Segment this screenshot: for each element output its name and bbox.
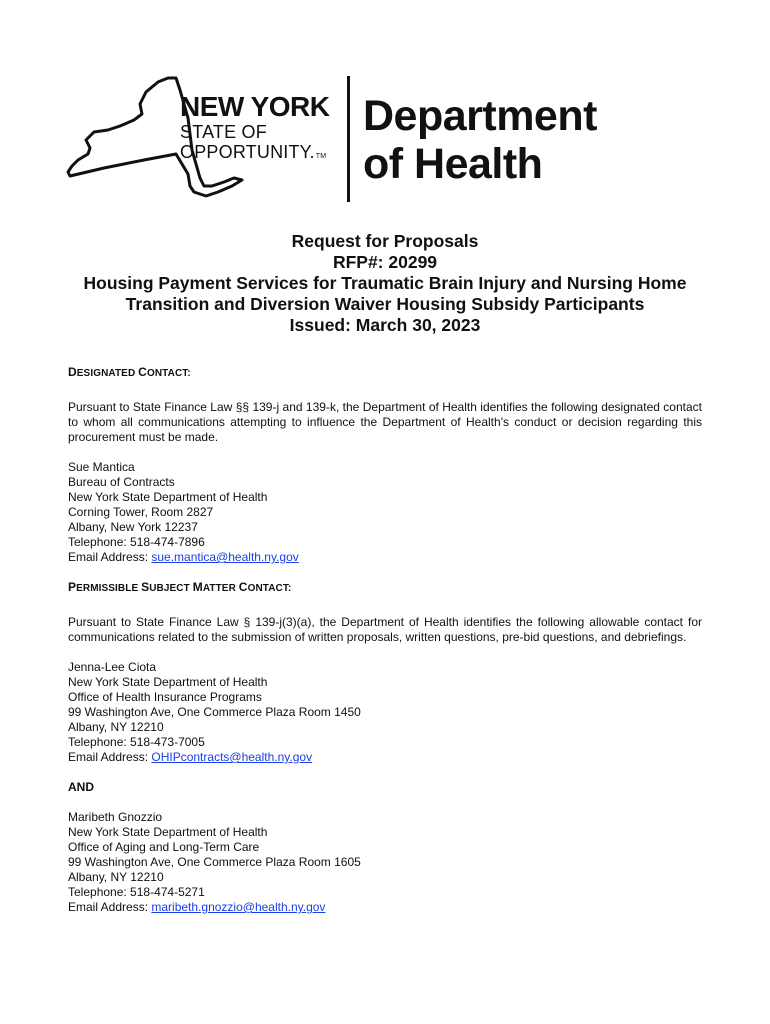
logo-of-health: of Health bbox=[363, 140, 543, 188]
contact-name: Maribeth Gnozzio bbox=[68, 810, 163, 824]
designated-contact-heading: DESIGNATED CONTACT: bbox=[68, 365, 191, 379]
contact-telephone: Telephone: 518-474-7896 bbox=[68, 535, 205, 549]
designated-contact-paragraph: Pursuant to State Finance Law §§ 139-j and 139-k, the Department of Health identifies the following designated contact to whom all communications attempting to influence the Department of Health's conduct or decision regarding this procurement must be made. bbox=[68, 400, 702, 444]
logo-state-of: STATE OF bbox=[180, 122, 267, 142]
address-line: 99 Washington Ave, One Commerce Plaza Room 1450 bbox=[68, 705, 361, 719]
document-body bbox=[68, 365, 702, 930]
permissible-contact-heading: PERMISSIBLE SUBJECT MATTER CONTACT: bbox=[68, 580, 292, 594]
department-of-health-wordmark bbox=[363, 92, 597, 188]
designated-contact-address bbox=[68, 460, 702, 565]
address-line: Albany, NY 12210 bbox=[68, 720, 164, 734]
trademark-mark: TM bbox=[315, 153, 327, 160]
address-line: 99 Washington Ave, One Commerce Plaza Room 1605 bbox=[68, 855, 361, 869]
contact-email-row: Email Address: sue.mantica@health.ny.gov bbox=[68, 550, 299, 564]
contact-email-row: Email Address: maribeth.gnozzio@health.ny.gov bbox=[68, 900, 326, 914]
permissible-contact-1-address bbox=[68, 660, 702, 765]
header-logo bbox=[64, 74, 624, 204]
address-line: Corning Tower, Room 2827 bbox=[68, 505, 214, 519]
contact-email-row: Email Address: OHIPcontracts@health.ny.gov bbox=[68, 750, 313, 764]
email-link[interactable]: OHIPcontracts@health.ny.gov bbox=[151, 750, 313, 764]
permissible-contact-2-address bbox=[68, 810, 702, 915]
title-line3: Housing Payment Services for Traumatic Brain Injury and Nursing Home bbox=[83, 273, 687, 293]
address-line: Albany, New York 12237 bbox=[68, 520, 198, 534]
address-line: Bureau of Contracts bbox=[68, 475, 175, 489]
contact-telephone: Telephone: 518-473-7005 bbox=[68, 735, 205, 749]
contact-name: Jenna-Lee Ciota bbox=[68, 660, 157, 674]
address-line: Albany, NY 12210 bbox=[68, 870, 164, 884]
nys-wordmark bbox=[180, 92, 330, 167]
logo-new-york: NEW YORK bbox=[180, 91, 330, 122]
permissible-contact-paragraph: Pursuant to State Finance Law § 139-j(3)(a), the Department of Health identifies the following allowable contact for communications related to the submission of written proposals, written questions, pre-bid questions, and debriefings. bbox=[68, 615, 702, 644]
logo-department: Department bbox=[363, 92, 597, 140]
contact-telephone: Telephone: 518-474-5271 bbox=[68, 885, 205, 899]
email-link[interactable]: sue.mantica@health.ny.gov bbox=[151, 550, 299, 564]
address-line: New York State Department of Health bbox=[68, 490, 268, 504]
address-line: Office of Health Insurance Programs bbox=[68, 690, 262, 704]
logo-opportunity: OPPORTUNITY.TM bbox=[180, 142, 327, 162]
logo-divider bbox=[347, 76, 350, 202]
title-issued-date: Issued: March 30, 2023 bbox=[289, 315, 481, 335]
title-rfp-number: RFP#: 20299 bbox=[332, 252, 438, 272]
address-line: Office of Aging and Long-Term Care bbox=[68, 840, 260, 854]
address-line: New York State Department of Health bbox=[68, 825, 268, 839]
email-link[interactable]: maribeth.gnozzio@health.ny.gov bbox=[151, 900, 326, 914]
title-line4: Transition and Diversion Waiver Housing Subsidy Participants bbox=[125, 294, 645, 314]
contact-name: Sue Mantica bbox=[68, 460, 135, 474]
address-line: New York State Department of Health bbox=[68, 675, 268, 689]
title-request-for-proposals: Request for Proposals bbox=[291, 231, 479, 251]
document-title bbox=[40, 231, 730, 336]
and-separator: AND bbox=[68, 780, 94, 794]
